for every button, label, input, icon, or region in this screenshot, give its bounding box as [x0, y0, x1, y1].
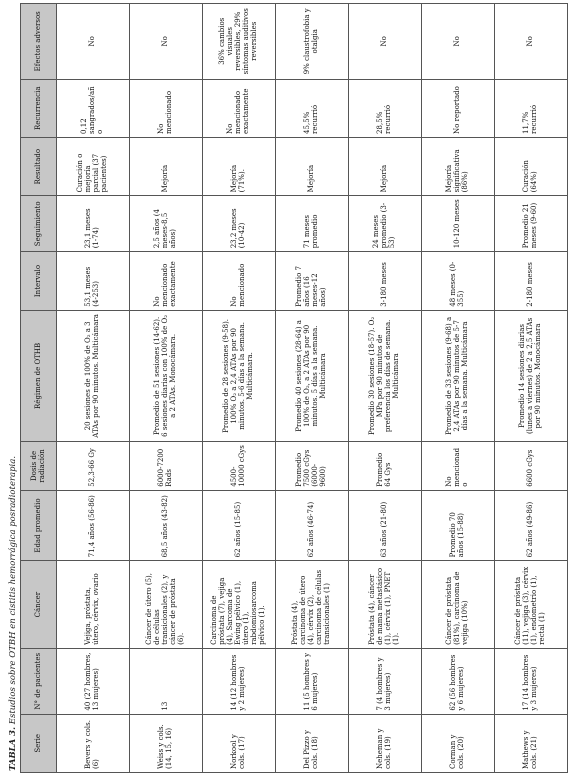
col-header-intervalo: Intervalo	[21, 252, 57, 310]
cell-serie: Norkool y cols. (17)	[203, 714, 276, 772]
col-header-dosis: Dosis de radiación	[21, 442, 57, 491]
col-header-seguimiento: Seguimiento	[21, 196, 57, 252]
cell-regimen: Promedio 14 sesiones diarias (lunes a viernes) de 2 a 2,5 ATAs por 90 minutos. Monocámara	[495, 310, 568, 441]
cell-pacientes: 40 (27 hombres, 13 mujeres)	[57, 648, 130, 714]
cell-resultado: Mejoría	[349, 137, 422, 195]
header-row	[21, 4, 57, 773]
cell-cancer: Próstata (4), cáncer de mama metastásico (1), cérvix (1), PNET (1).	[349, 561, 422, 649]
cell-pacientes: 11 (5 hombres y 6 mujeres)	[276, 648, 349, 714]
table-row	[130, 4, 203, 773]
cell-edad: 71,4 años (56-86)	[57, 490, 130, 561]
cell-dosis: 4500-10000 cGys	[203, 442, 276, 491]
cell-recurrencia: 0,12 sangrados/año	[57, 79, 130, 137]
cell-recurrencia: No reportado	[422, 79, 495, 137]
cell-serie: Corman y cols. (20)	[422, 714, 495, 772]
caption-text: Estudios sobre OTBH en cistitis hemorrágica posradioterapia.	[8, 455, 18, 725]
cell-recurrencia: No mencionado exactamente	[203, 79, 276, 137]
cell-seguimiento: Promedio 21 meses (9-60)	[495, 196, 568, 252]
cell-pacientes: 17 (14 hombres y 3 mujeres)	[495, 648, 568, 714]
cell-pacientes: 7 (4 hombres y 3 mujeres)	[349, 648, 422, 714]
cell-resultado: Mejoría significativa (86%)	[422, 137, 495, 195]
caption-label: TABLA 3.	[8, 726, 18, 771]
table-row	[495, 4, 568, 773]
cell-serie: Mathews y cols. (21)	[495, 714, 568, 772]
col-header-regimen: Régimen de OTHB	[21, 310, 57, 441]
cell-edad: 62 años (46-74)	[276, 490, 349, 561]
cell-recurrencia: 45,5% recurrió	[276, 79, 349, 137]
cell-intervalo: 2-180 meses	[495, 252, 568, 310]
col-header-edad: Edad promedio	[21, 490, 57, 561]
cell-dosis: No mencionado	[422, 442, 495, 491]
cell-recurrencia: 11,7% recurrió	[495, 79, 568, 137]
cell-dosis: 6000-7200 Rads	[130, 442, 203, 491]
cell-efectos: No	[495, 4, 568, 80]
cell-serie: Bevers y cols. (6)	[57, 714, 130, 772]
cell-serie: Del Pizzo y cols. (18)	[276, 714, 349, 772]
cell-efectos: 9% claustrofobia y otalgia	[276, 4, 349, 80]
cell-regimen: Promedio 30 sesiones (18-57). O₂ MPa por 90 minutos de preferencia los días de semana. Multicámara	[349, 310, 422, 441]
studies-table	[20, 3, 568, 773]
table-row	[203, 4, 276, 773]
cell-efectos: No	[130, 4, 203, 80]
col-header-serie: Serie	[21, 714, 57, 772]
table-row	[349, 4, 422, 773]
cell-edad: 63 años (21-80)	[349, 490, 422, 561]
cell-intervalo: No mencionado exactamente	[130, 252, 203, 310]
table-caption	[8, 456, 18, 771]
col-header-pacientes: N° de pacientes	[21, 648, 57, 714]
cell-cancer: Cáncer de próstata (11), vejiga (3), cérvix (1), endometrio (1), rectal (1)	[495, 561, 568, 649]
cell-seguimiento: 10-120 meses	[422, 196, 495, 252]
cell-seguimiento: 2,5 años (4 meses-8,5 años)	[130, 196, 203, 252]
cell-resultado: Curación o mejoría parcial (37 pacientes)	[57, 137, 130, 195]
cell-efectos: No	[349, 4, 422, 80]
cell-seguimiento: 71 meses promedio	[276, 196, 349, 252]
cell-cancer: Próstata (4), carcinoma de útero (4), cérvix (2), carcinoma de células transicionales (1)	[276, 561, 349, 649]
cell-edad: 62 años (15-85)	[203, 490, 276, 561]
cell-cancer: Vejiga, próstata, útero, cérvix, ovario	[57, 561, 130, 649]
cell-dosis: Promedio 7500 cGys (6000-9600)	[276, 442, 349, 491]
cell-efectos: No	[422, 4, 495, 80]
cell-intervalo: 3-180 meses	[349, 252, 422, 310]
cell-recurrencia: No mencionado	[130, 79, 203, 137]
cell-edad: Promedio 70 años (15-88)	[422, 490, 495, 561]
cell-resultado: Mejoría	[130, 137, 203, 195]
cell-cancer: Carcinoma de próstata (7), vejiga (4), Sarcoma de Ewing pélvico (1), útero (1), rabdomiosarcoma pélvico (1).	[203, 561, 276, 649]
cell-resultado: Curación (64%)	[495, 137, 568, 195]
col-header-efectos: Efectos adversos	[21, 4, 57, 80]
cell-efectos: 36% cambios visuales reversibles, 29% síntomas auditivos reversibles	[203, 4, 276, 80]
cell-resultado: Mejoría (71%).	[203, 137, 276, 195]
cell-recurrencia: 28,5% recurrió	[349, 79, 422, 137]
cell-cancer: Cáncer de próstata (81%), carcinoma de vejiga (10%)	[422, 561, 495, 649]
cell-intervalo: No mencionado	[203, 252, 276, 310]
cell-regimen: Promedio de 51 sesiones (14-62). 6 sesiones diarias con 100% de O₂ a 2 ATAs. Monocámara.	[130, 310, 203, 441]
cell-pacientes: 13	[130, 648, 203, 714]
cell-serie: Neheman y cols. (19)	[349, 714, 422, 772]
cell-efectos: No	[57, 4, 130, 80]
cell-edad: 62 años (49-86)	[495, 490, 568, 561]
cell-edad: 68,5 años (43-82)	[130, 490, 203, 561]
cell-pacientes: 62 (56 hombres y 6 mujeres)	[422, 648, 495, 714]
table-row	[422, 4, 495, 773]
col-header-resultado: Resultado	[21, 137, 57, 195]
cell-regimen: Promedio de 33 sesiones (9-68) a 2,4 ATAs por 90 minutos de 5-7 días a la semana. Multicámara	[422, 310, 495, 441]
cell-intervalo: 48 meses (0-355)	[422, 252, 495, 310]
cell-seguimiento: 23,1 meses (1-74)	[57, 196, 130, 252]
cell-seguimiento: 23,2 meses (10-42)	[203, 196, 276, 252]
cell-resultado: Mejoría	[276, 137, 349, 195]
table-row	[276, 4, 349, 773]
col-header-cancer: Cáncer	[21, 561, 57, 649]
cell-dosis: Promedio 64 Gys	[349, 442, 422, 491]
cell-pacientes: 14 (12 hombres y 2 mujeres)	[203, 648, 276, 714]
table-row	[57, 4, 130, 773]
cell-dosis: 6600 cGys	[495, 442, 568, 491]
cell-cancer: Cáncer de útero (5), de células transicionales (2), y cáncer de próstata (6).	[130, 561, 203, 649]
cell-regimen: 20 sesiones de 100% de O₂ a 3 ATAs por 90 minutos. Multicámara	[57, 310, 130, 441]
cell-regimen: Promedio de 28 sesiones (9-58). 100% O₂ a 2,4 ATAs por 90 minutos. 5-6 días a la semana. Multicámara.	[203, 310, 276, 441]
cell-regimen: Promedio 40 sesiones (28-64) a 100% de O₂, a 2 ATAs por 90 minutos. 5 días a la semana. Multicámara	[276, 310, 349, 441]
cell-serie: Weiss y cols. (14, 15, 16)	[130, 714, 203, 772]
rotated-table-container	[20, 3, 568, 773]
cell-seguimiento: 24 meses promedio (3-53)	[349, 196, 422, 252]
col-header-recurrencia: Recurrencia	[21, 79, 57, 137]
cell-intervalo: 53,1 meses (4-253)	[57, 252, 130, 310]
cell-dosis: 52,3-66 Gy	[57, 442, 130, 491]
cell-intervalo: Promedio 7 años (16 meses-12 años)	[276, 252, 349, 310]
